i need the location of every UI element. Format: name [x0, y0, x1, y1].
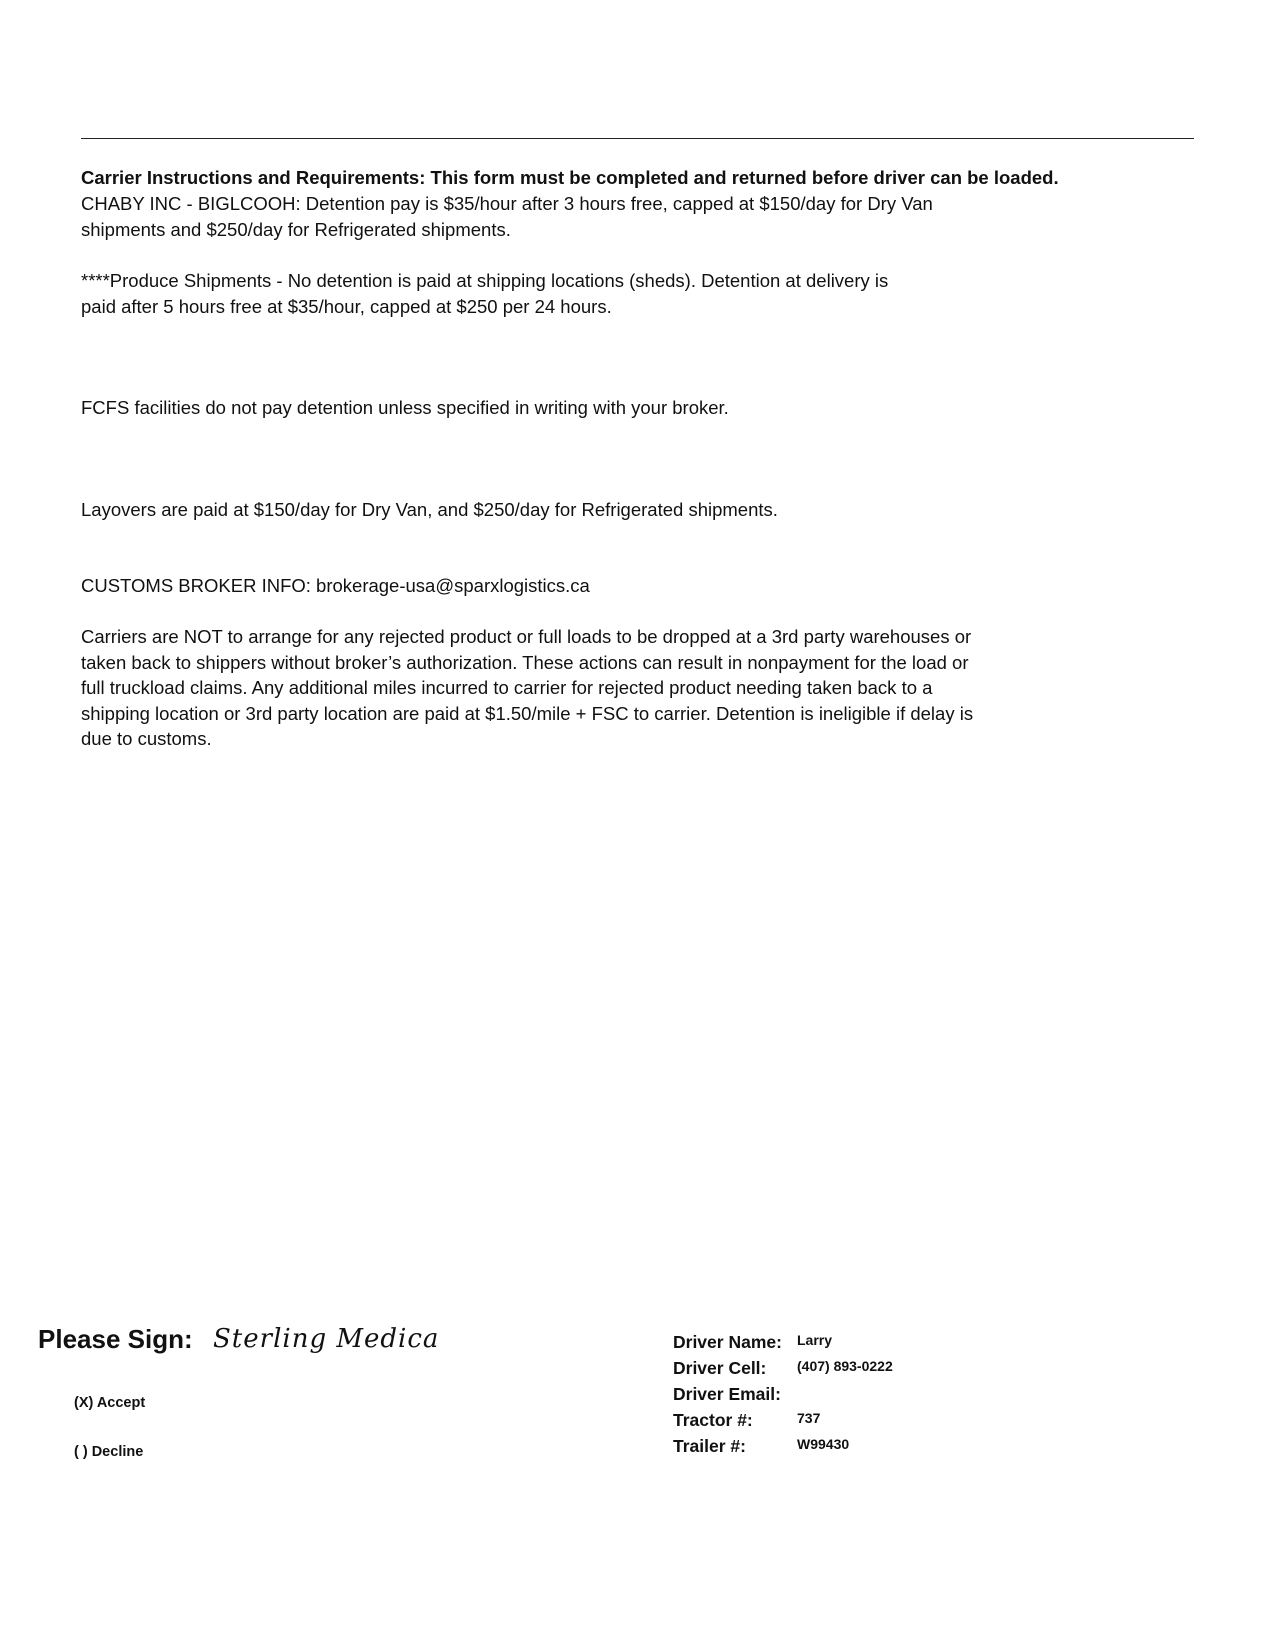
instructions-heading: Carrier Instructions and Requirements: This form must be completed and returned before driver can be loaded.: [81, 167, 1059, 188]
sign-label: Please Sign:: [38, 1324, 193, 1354]
driver-name-label: Driver Name:: [673, 1332, 782, 1352]
produce-policy: [81, 268, 1191, 319]
carrier-line: shipping location or 3rd party location are paid at $1.50/mile + FSC to carrier. Detention is ineligible if delay is: [81, 702, 974, 724]
carrier-line: due to customs.: [81, 728, 212, 749]
carrier-line: Carriers are NOT to arrange for any rejected product or full loads to be dropped at a 3rd party warehouses or: [81, 626, 972, 647]
trailer-field[interactable]: W99430: [797, 1436, 850, 1452]
produce-line-1: ****Produce Shipments - No detention is paid at shipping locations (sheds). Detention at delivery is: [81, 270, 889, 291]
layover-policy: Layovers are paid at $150/day for Dry Van, and $250/day for Refrigerated shipments.: [81, 499, 778, 520]
driver-email-label: Driver Email:: [673, 1384, 781, 1404]
signature-field[interactable]: Sterling Medica: [213, 1324, 440, 1354]
carrier-line: full truckload claims. Any additional miles incurred to carrier for rejected product needing taken back to a: [81, 677, 933, 698]
tractor-field[interactable]: 737: [797, 1410, 821, 1426]
tractor-label: Tractor #:: [673, 1410, 753, 1430]
detention-line-2: shipments and $250/day for Refrigerated shipments.: [81, 218, 511, 240]
driver-cell-field[interactable]: (407) 893-0222: [797, 1358, 893, 1374]
detention-line-1: CHABY INC - BIGLCOOH: Detention pay is $35/hour after 3 hours free, capped at $150/day for Dry Van: [81, 193, 933, 214]
detention-policy: [81, 191, 1191, 242]
fcfs-policy: FCFS facilities do not pay detention unless specified in writing with your broker.: [81, 397, 729, 418]
driver-cell-label: Driver Cell:: [673, 1358, 767, 1378]
top-divider: [81, 138, 1194, 139]
driver-name-field[interactable]: Larry: [797, 1332, 833, 1348]
accept-option[interactable]: (X) Accept: [74, 1395, 146, 1411]
carrier-line: taken back to shippers without broker’s authorization. These actions can result in nonpayment for the load or: [81, 651, 969, 673]
carrier-rejection-policy: [81, 624, 1066, 752]
trailer-label: Trailer #:: [673, 1436, 746, 1456]
decline-option[interactable]: ( ) Decline: [74, 1444, 144, 1460]
customs-broker-info: CUSTOMS BROKER INFO: brokerage-usa@sparxlogistics.ca: [81, 575, 590, 596]
produce-line-2: paid after 5 hours free at $35/hour, capped at $250 per 24 hours.: [81, 295, 612, 317]
